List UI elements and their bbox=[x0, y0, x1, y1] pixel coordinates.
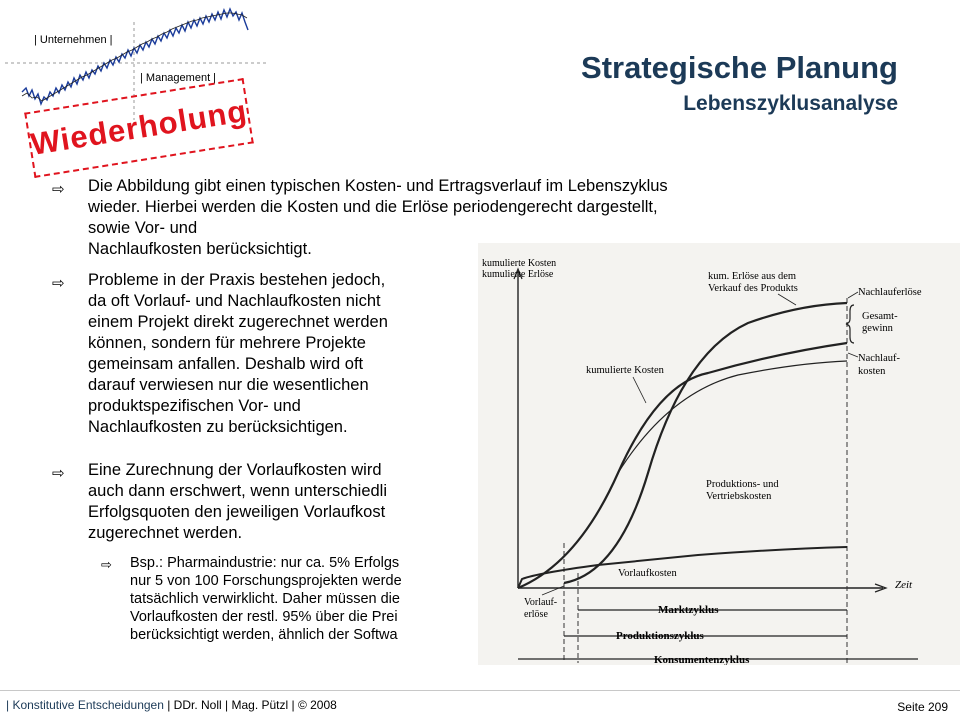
erloese-curve bbox=[564, 303, 847, 583]
bullet1-line: Nachlaufkosten berücksichtigt. bbox=[88, 240, 312, 258]
bullet3-line: auch dann erschwert, wenn unterschiedli bbox=[88, 482, 388, 500]
bullet2-line: Nachlaufkosten zu berücksichtigen. bbox=[88, 418, 348, 436]
bullet1-line: Die Abbildung gibt einen typischen Kosten- und Ertragsverlauf im Lebenszyklus bbox=[88, 177, 668, 195]
bullet2-line: einem Projekt direkt zugerechnet werden bbox=[88, 313, 388, 331]
label-nachlauferloese: Nachlauferlöse bbox=[858, 287, 922, 298]
bullet2-line: produktspezifischen Vor- und bbox=[88, 397, 301, 415]
logo-top-label: | Unternehmen | bbox=[34, 34, 113, 46]
page-number: Seite 209 bbox=[897, 700, 948, 714]
bullet2-line: Probleme in der Praxis bestehen jedoch, bbox=[88, 271, 386, 289]
label-vorlauferloese: erlöse bbox=[524, 609, 548, 620]
bullet3-line: Erfolgsquoten den jeweiligen Vorlaufkost bbox=[88, 503, 386, 521]
arrow-bullet-icon: ⇨ bbox=[52, 465, 65, 482]
footer-divider bbox=[0, 690, 960, 691]
logo-bottom-label: | Management | bbox=[140, 72, 217, 84]
subbullet-line: berücksichtigt werden, ähnlich der Softwa bbox=[130, 627, 398, 643]
bullet3-line: Eine Zurechnung der Vorlaufkosten wird bbox=[88, 461, 382, 479]
bullet2-line: können, sondern für mehrere Projekte bbox=[88, 334, 366, 352]
label-produktionskosten: Vertriebskosten bbox=[706, 491, 772, 502]
label-marktzyklus: Marktzyklus bbox=[658, 604, 719, 616]
label-vorlaufkosten: Vorlaufkosten bbox=[618, 568, 677, 579]
label-produktionszyklus: Produktionszyklus bbox=[616, 630, 704, 642]
bullet2-line: darauf verwiesen nur die wesentlichen bbox=[88, 376, 369, 394]
label-konsumentenzyklus: Konsumentenzyklus bbox=[654, 654, 750, 665]
footer-authors: | DDr. Noll | Mag. Pützl | © 2008 bbox=[167, 698, 337, 712]
label-erloese: Verkauf des Produkts bbox=[708, 283, 798, 294]
subbullet-line: Vorlaufkosten der restl. 95% über die Prei bbox=[130, 609, 398, 625]
subbullet-line: nur 5 von 100 Forschungsprojekten werde bbox=[130, 573, 402, 589]
kumulierte-kosten-curve bbox=[518, 343, 847, 588]
x-axis-label: Zeit bbox=[895, 579, 913, 591]
y-axis-label: kumulierte Kosten bbox=[482, 258, 557, 269]
label-gesamtgewinn: Gesamt- bbox=[862, 311, 898, 322]
y-axis-label: kumulierte Erlöse bbox=[482, 269, 554, 280]
bullet2-line: gemeinsam anfallen. Deshalb wird oft bbox=[88, 355, 364, 373]
arrow-bullet-icon: ⇨ bbox=[52, 181, 65, 198]
label-erloese: kum. Erlöse aus dem bbox=[708, 271, 797, 282]
label-produktionskosten: Produktions- und bbox=[706, 479, 779, 490]
page-subtitle: Lebenszyklusanalyse bbox=[683, 92, 898, 115]
footer-section: | Konstitutive Entscheidungen bbox=[6, 698, 164, 712]
bullet1-line: wieder. Hierbei werden die Kosten und die Erlöse periodengerecht dargestellt, bbox=[88, 198, 658, 216]
label-vorlauferloese: Vorlauf- bbox=[524, 597, 558, 608]
lifecycle-diagram bbox=[478, 243, 960, 665]
bullet3-line: zugerechnet werden. bbox=[88, 524, 243, 542]
arrow-subbullet-icon: ⇨ bbox=[101, 557, 112, 572]
stamp-text: Wiederholung bbox=[28, 93, 250, 162]
subbullet-line: Bsp.: Pharmaindustrie: nur ca. 5% Erfolgs bbox=[130, 555, 400, 571]
footer-left bbox=[6, 698, 337, 712]
bullet2-line: da oft Vorlauf- und Nachlaufkosten nicht bbox=[88, 292, 381, 310]
subbullet-line: tatsächlich verwirklicht. Daher müssen die bbox=[130, 591, 400, 607]
bullet1-line: sowie Vor- und bbox=[88, 219, 198, 237]
label-gesamtgewinn: gewinn bbox=[862, 323, 893, 334]
arrow-bullet-icon: ⇨ bbox=[52, 275, 65, 292]
label-nachlaufkosten: Nachlauf- bbox=[858, 353, 900, 364]
lifecycle-figure bbox=[478, 243, 960, 665]
label-kumulierte-kosten: kumulierte Kosten bbox=[586, 365, 664, 376]
page-title: Strategische Planung bbox=[581, 50, 898, 85]
label-nachlaufkosten: kosten bbox=[858, 366, 886, 377]
